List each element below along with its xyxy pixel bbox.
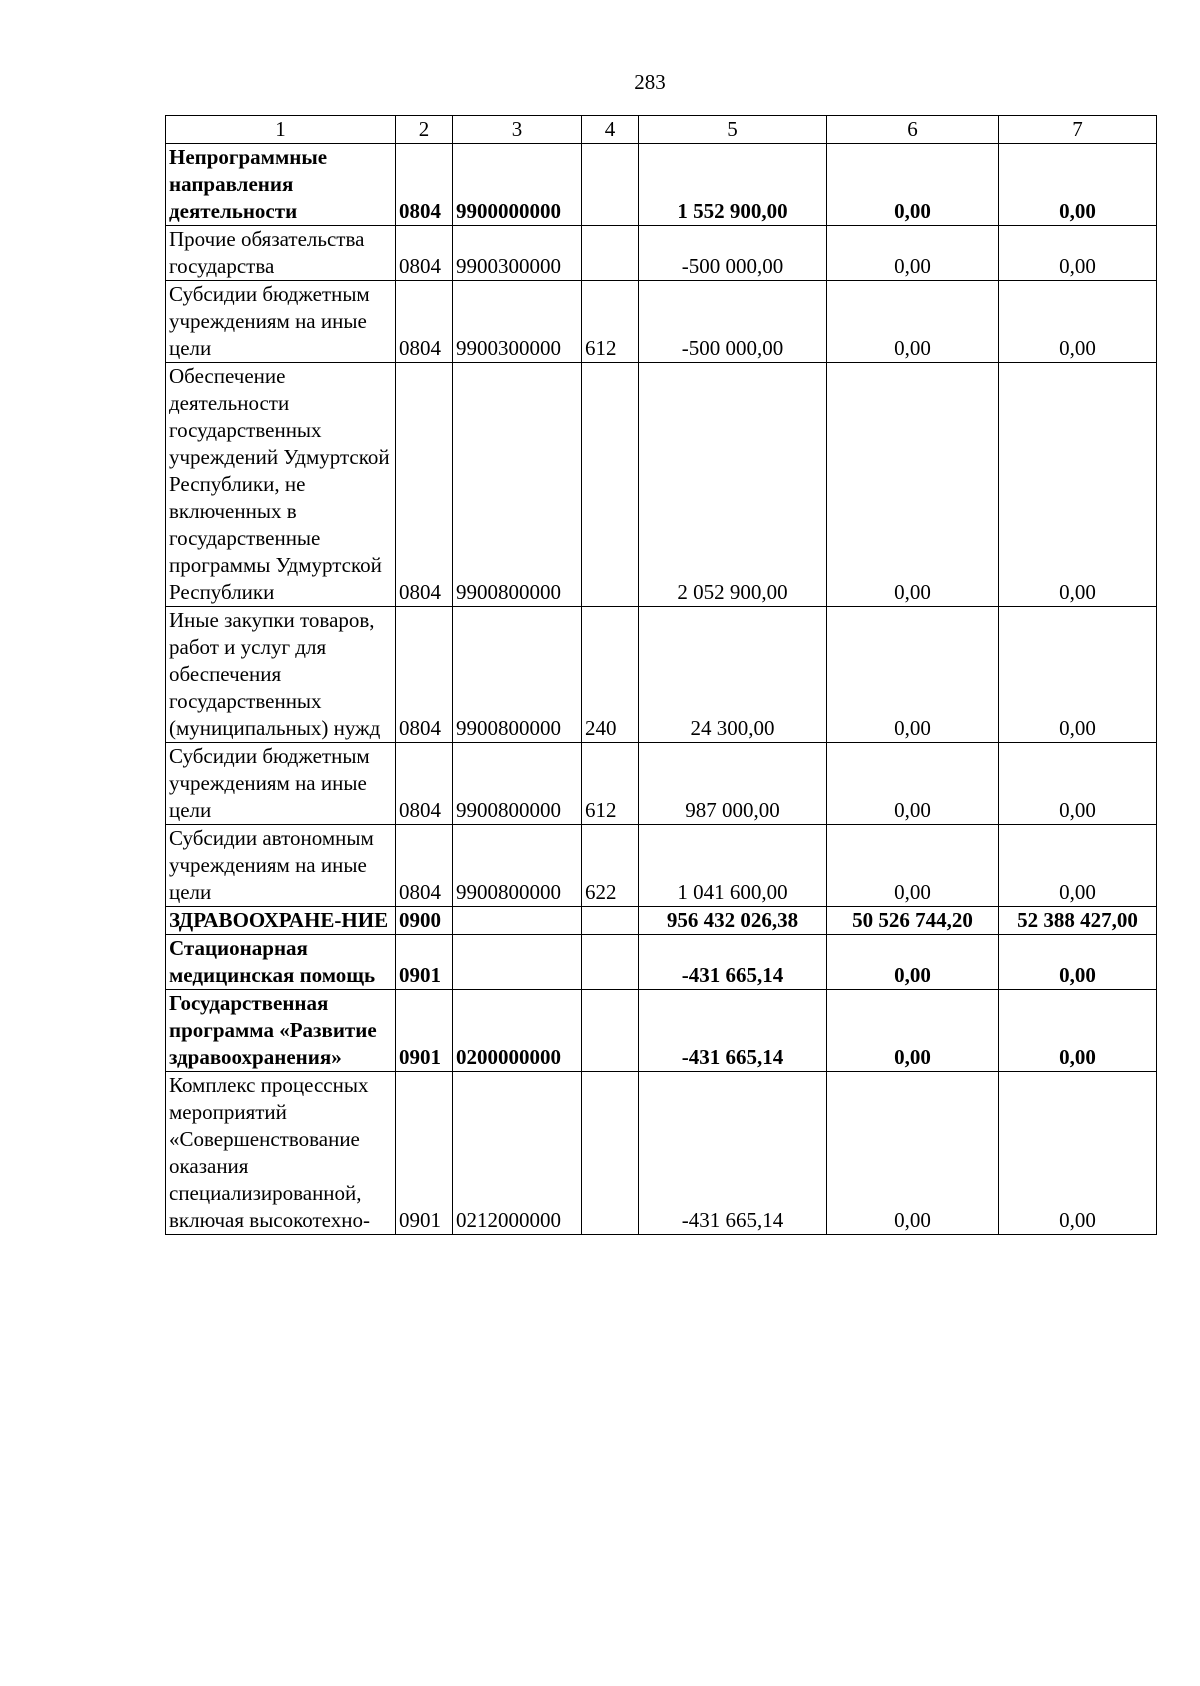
amount-col7: 52 388 427,00	[999, 907, 1157, 935]
amount-col7: 0,00	[999, 281, 1157, 363]
table-row	[166, 907, 1157, 935]
amount-col6: 0,00	[827, 935, 999, 990]
target-code	[453, 935, 582, 990]
expense-kind	[582, 144, 639, 226]
expense-kind	[582, 226, 639, 281]
section-code: 0900	[396, 907, 453, 935]
target-code: 9900800000	[453, 363, 582, 607]
amount-col6: 50 526 744,20	[827, 907, 999, 935]
amount-col5: 2 052 900,00	[639, 363, 827, 607]
amount-col6: 0,00	[827, 226, 999, 281]
row-name: Комплекс процессных мероприятий «Совершенствование оказания специализированной, включая высокотехно-	[166, 1072, 396, 1235]
amount-col5: -431 665,14	[639, 990, 827, 1072]
amount-col6: 0,00	[827, 363, 999, 607]
row-name: Субсидии автономным учреждениям на иные цели	[166, 825, 396, 907]
amount-col6: 0,00	[827, 607, 999, 743]
section-code: 0804	[396, 226, 453, 281]
row-name: Обеспечение деятельности государственных учреждений Удмуртской Республики, не включенных в государственные программы Удмуртской Республики	[166, 363, 396, 607]
target-code: 0200000000	[453, 990, 582, 1072]
table-row	[166, 743, 1157, 825]
row-name: Непрограммные направления деятельности	[166, 144, 396, 226]
row-name: Прочие обязательства государства	[166, 226, 396, 281]
amount-col5: -431 665,14	[639, 1072, 827, 1235]
section-code: 0901	[396, 935, 453, 990]
target-code: 9900300000	[453, 281, 582, 363]
target-code	[453, 907, 582, 935]
row-name: Субсидии бюджетным учреждениям на иные цели	[166, 281, 396, 363]
row-name: Стационарная медицинская помощь	[166, 935, 396, 990]
column-header-4: 4	[582, 116, 639, 144]
expense-kind	[582, 1072, 639, 1235]
table-row	[166, 935, 1157, 990]
amount-col5: 956 432 026,38	[639, 907, 827, 935]
target-code: 9900800000	[453, 743, 582, 825]
amount-col7: 0,00	[999, 990, 1157, 1072]
section-code: 0804	[396, 281, 453, 363]
row-name: Субсидии бюджетным учреждениям на иные цели	[166, 743, 396, 825]
table-row	[166, 226, 1157, 281]
amount-col6: 0,00	[827, 1072, 999, 1235]
row-name: Государственная программа «Развитие здравоохранения»	[166, 990, 396, 1072]
table-row	[166, 363, 1157, 607]
row-name: Иные закупки товаров, работ и услуг для обеспечения государственных (муниципальных) нужд	[166, 607, 396, 743]
amount-col7: 0,00	[999, 935, 1157, 990]
table-row	[166, 1072, 1157, 1235]
expense-kind: 612	[582, 281, 639, 363]
target-code: 9900000000	[453, 144, 582, 226]
target-code: 9900300000	[453, 226, 582, 281]
row-name: ЗДРАВООХРАНЕ-НИЕ	[166, 907, 396, 935]
column-header-3: 3	[453, 116, 582, 144]
table-row	[166, 607, 1157, 743]
amount-col5: -431 665,14	[639, 935, 827, 990]
budget-table	[165, 115, 1157, 1235]
section-code: 0804	[396, 743, 453, 825]
amount-col7: 0,00	[999, 363, 1157, 607]
section-code: 0804	[396, 144, 453, 226]
amount-col5: -500 000,00	[639, 226, 827, 281]
table-row	[166, 281, 1157, 363]
column-header-5: 5	[639, 116, 827, 144]
amount-col7: 0,00	[999, 607, 1157, 743]
amount-col5: 1 041 600,00	[639, 825, 827, 907]
table-row	[166, 825, 1157, 907]
expense-kind: 240	[582, 607, 639, 743]
column-header-1: 1	[166, 116, 396, 144]
section-code: 0901	[396, 990, 453, 1072]
table-row	[166, 144, 1157, 226]
amount-col5: 1 552 900,00	[639, 144, 827, 226]
amount-col6: 0,00	[827, 144, 999, 226]
amount-col7: 0,00	[999, 825, 1157, 907]
expense-kind: 622	[582, 825, 639, 907]
section-code: 0804	[396, 607, 453, 743]
amount-col7: 0,00	[999, 144, 1157, 226]
target-code: 9900800000	[453, 825, 582, 907]
section-code: 0901	[396, 1072, 453, 1235]
amount-col6: 0,00	[827, 281, 999, 363]
target-code: 0212000000	[453, 1072, 582, 1235]
section-code: 0804	[396, 363, 453, 607]
target-code: 9900800000	[453, 607, 582, 743]
amount-col6: 0,00	[827, 743, 999, 825]
column-header-6: 6	[827, 116, 999, 144]
expense-kind	[582, 907, 639, 935]
table-row	[166, 990, 1157, 1072]
amount-col7: 0,00	[999, 226, 1157, 281]
amount-col5: -500 000,00	[639, 281, 827, 363]
expense-kind	[582, 363, 639, 607]
column-header-2: 2	[396, 116, 453, 144]
expense-kind	[582, 935, 639, 990]
amount-col6: 0,00	[827, 990, 999, 1072]
amount-col7: 0,00	[999, 1072, 1157, 1235]
page-number: 283	[634, 70, 666, 94]
amount-col7: 0,00	[999, 743, 1157, 825]
section-code: 0804	[396, 825, 453, 907]
expense-kind: 612	[582, 743, 639, 825]
column-header-7: 7	[999, 116, 1157, 144]
expense-kind	[582, 990, 639, 1072]
amount-col5: 987 000,00	[639, 743, 827, 825]
amount-col6: 0,00	[827, 825, 999, 907]
column-number-header-row	[166, 116, 1157, 144]
amount-col5: 24 300,00	[639, 607, 827, 743]
